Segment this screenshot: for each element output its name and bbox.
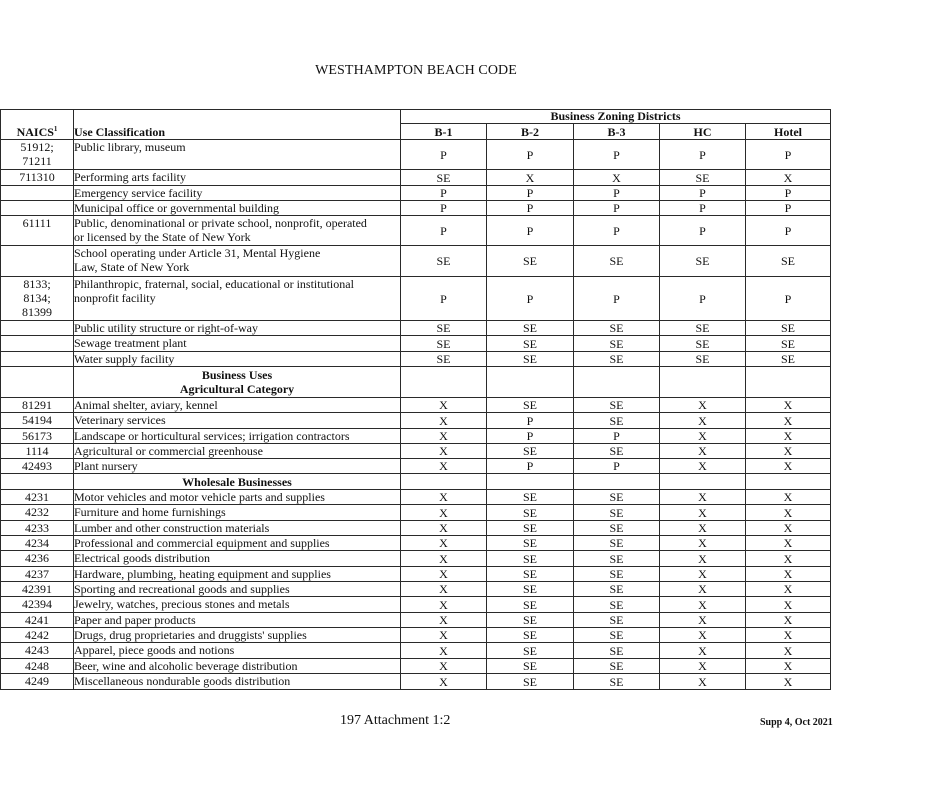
naics-code-cell: 4234 [1, 536, 74, 551]
use-classification-cell: Paper and paper products [74, 613, 401, 628]
district-cell-b3: SE [574, 398, 660, 413]
district-cell-hotel [746, 367, 831, 398]
naics-code-cell: 61111 [1, 216, 74, 246]
table-row [1, 216, 831, 246]
district-cell-b2: SE [487, 597, 574, 613]
use-classification-cell: Emergency service facility [74, 186, 401, 201]
district-cell-hotel: X [746, 459, 831, 474]
naics-cell [1, 367, 74, 398]
district-cell-b2 [487, 474, 574, 490]
district-cell-hc: SE [660, 352, 746, 367]
district-cell-hc: X [660, 536, 746, 551]
district-cell-hc: P [660, 216, 746, 246]
district-cell-b1: X [401, 597, 487, 613]
district-header-b1: B-1 [401, 124, 487, 140]
district-cell-hotel: X [746, 536, 831, 551]
use-classification-cell: Public, denominational or private school, nonprofit, operated or licensed by the State of New York [74, 216, 401, 246]
use-classification-cell: Drugs, drug proprietaries and druggists' supplies [74, 628, 401, 643]
district-cell-b2: P [487, 277, 574, 321]
district-cell-hotel: X [746, 521, 831, 536]
district-cell-hotel: X [746, 597, 831, 613]
naics-code-cell: 4241 [1, 613, 74, 628]
table-row [1, 597, 831, 613]
district-cell-b3: SE [574, 536, 660, 551]
district-cell-b2: SE [487, 536, 574, 551]
district-cell-hotel: X [746, 170, 831, 186]
district-cell-hc: X [660, 444, 746, 459]
table-row [1, 352, 831, 367]
district-cell-hc: X [660, 459, 746, 474]
naics-code-cell: 4242 [1, 628, 74, 643]
district-cell-hotel: X [746, 505, 831, 521]
district-cell-hc: X [660, 659, 746, 674]
district-cell-hc: SE [660, 246, 746, 277]
district-cell-b3: SE [574, 567, 660, 582]
district-cell-b2: SE [487, 521, 574, 536]
district-cell-b1: X [401, 429, 487, 444]
district-cell-hotel: SE [746, 336, 831, 352]
district-cell-b3: SE [574, 659, 660, 674]
district-cell-hc [660, 474, 746, 490]
zoning-use-table [0, 109, 831, 690]
use-classification-cell: Municipal office or governmental building [74, 201, 401, 216]
district-cell-b1: X [401, 521, 487, 536]
district-header-b3: B-3 [574, 124, 660, 140]
naics-code-cell: 4233 [1, 521, 74, 536]
naics-code-cell: 51912; 71211 [1, 140, 74, 170]
supplement-label: Supp 4, Oct 2021 [760, 717, 833, 728]
naics-code-cell [1, 246, 74, 277]
district-cell-hotel: P [746, 201, 831, 216]
district-cell-hc: X [660, 490, 746, 505]
naics-code-cell: 4237 [1, 567, 74, 582]
district-cell-b1: X [401, 459, 487, 474]
district-cell-b1: X [401, 628, 487, 643]
use-classification-cell: Hardware, plumbing, heating equipment and supplies [74, 567, 401, 582]
district-cell-b2: SE [487, 674, 574, 690]
naics-code-cell [1, 336, 74, 352]
table-row [1, 567, 831, 582]
district-cell-hc: X [660, 551, 746, 567]
naics-code-cell: 81291 [1, 398, 74, 413]
district-cell-hotel: X [746, 413, 831, 429]
district-cell-b1: X [401, 582, 487, 597]
district-cell-hc: X [660, 521, 746, 536]
header-row-group [1, 110, 831, 124]
page-number-label: 197 Attachment 1:2 [340, 713, 451, 728]
district-cell-hotel: P [746, 186, 831, 201]
naics-code-cell: 4249 [1, 674, 74, 690]
district-cell-b2: SE [487, 643, 574, 659]
table-row [1, 582, 831, 597]
district-cell-b1: SE [401, 321, 487, 336]
use-classification-cell: Professional and commercial equipment and supplies [74, 536, 401, 551]
district-cell-b2: SE [487, 398, 574, 413]
district-cell-hc: X [660, 613, 746, 628]
district-header-hc: HC [660, 124, 746, 140]
district-cell-b1: SE [401, 336, 487, 352]
table-row [1, 444, 831, 459]
district-cell-hotel: X [746, 628, 831, 643]
district-cell-hotel: X [746, 429, 831, 444]
district-cell-b2: P [487, 459, 574, 474]
district-cell-hc: P [660, 186, 746, 201]
naics-code-cell: 54194 [1, 413, 74, 429]
district-cell-hc: P [660, 140, 746, 170]
district-cell-b3: SE [574, 321, 660, 336]
use-classification-cell: Furniture and home furnishings [74, 505, 401, 521]
district-cell-b2 [487, 367, 574, 398]
naics-code-cell: 4243 [1, 643, 74, 659]
table-row [1, 459, 831, 474]
use-classification-cell: Sewage treatment plant [74, 336, 401, 352]
district-cell-b1: X [401, 413, 487, 429]
district-cell-b3: X [574, 170, 660, 186]
district-header-b2: B-2 [487, 124, 574, 140]
table-row [1, 551, 831, 567]
section-header-row [1, 367, 831, 398]
district-cell-b1: P [401, 277, 487, 321]
district-cell-hc: SE [660, 336, 746, 352]
naics-header-label: NAICS [16, 125, 54, 139]
district-cell-b3: SE [574, 628, 660, 643]
district-cell-hc: SE [660, 321, 746, 336]
naics-code-cell [1, 352, 74, 367]
district-cell-b3: P [574, 186, 660, 201]
district-cell-b2: SE [487, 321, 574, 336]
district-cell-hotel [746, 474, 831, 490]
district-cell-b2: SE [487, 246, 574, 277]
table-row [1, 398, 831, 413]
use-classification-cell: Public utility structure or right-of-way [74, 321, 401, 336]
use-classification-cell: Veterinary services [74, 413, 401, 429]
district-cell-b3: P [574, 216, 660, 246]
district-cell-b2: P [487, 413, 574, 429]
district-cell-b3: SE [574, 521, 660, 536]
district-cell-hc: X [660, 674, 746, 690]
district-cell-b3: SE [574, 597, 660, 613]
use-classification-cell: Beer, wine and alcoholic beverage distribution [74, 659, 401, 674]
district-cell-hotel: X [746, 444, 831, 459]
district-cell-b3: SE [574, 674, 660, 690]
table-row [1, 643, 831, 659]
district-cell-b1: P [401, 186, 487, 201]
naics-code-cell: 56173 [1, 429, 74, 444]
table-body [1, 140, 831, 690]
district-cell-b1: X [401, 536, 487, 551]
naics-code-cell: 1114 [1, 444, 74, 459]
use-classification-cell: Plant nursery [74, 459, 401, 474]
naics-column-header [1, 110, 74, 140]
use-classification-cell: Sporting and recreational goods and supplies [74, 582, 401, 597]
district-cell-b1: X [401, 567, 487, 582]
district-cell-b2: SE [487, 444, 574, 459]
district-cell-b2: P [487, 186, 574, 201]
district-cell-b3 [574, 474, 660, 490]
naics-code-cell [1, 201, 74, 216]
naics-code-cell: 42391 [1, 582, 74, 597]
use-classification-cell: Public library, museum [74, 140, 401, 170]
district-cell-b1: X [401, 490, 487, 505]
district-cell-hotel: X [746, 659, 831, 674]
use-classification-cell: Electrical goods distribution [74, 551, 401, 567]
section-header-row [1, 474, 831, 490]
district-cell-b3: P [574, 140, 660, 170]
district-cell-b3: P [574, 201, 660, 216]
naics-cell [1, 474, 74, 490]
naics-footnote-marker: 1 [53, 125, 58, 133]
table-row [1, 201, 831, 216]
district-cell-b1: P [401, 201, 487, 216]
district-cell-b2: SE [487, 551, 574, 567]
district-header-hotel: Hotel [746, 124, 831, 140]
naics-code-cell: 4248 [1, 659, 74, 674]
use-classification-cell: Lumber and other construction materials [74, 521, 401, 536]
district-cell-hc [660, 367, 746, 398]
table-row [1, 413, 831, 429]
naics-code-cell: 42493 [1, 459, 74, 474]
table-row [1, 536, 831, 551]
district-cell-b1: X [401, 398, 487, 413]
district-cell-hc: X [660, 582, 746, 597]
naics-code-cell: 711310 [1, 170, 74, 186]
district-cell-b1: X [401, 551, 487, 567]
table-row [1, 321, 831, 336]
district-cell-hc: X [660, 597, 746, 613]
table-row [1, 140, 831, 170]
district-cell-b2: SE [487, 582, 574, 597]
district-cell-hotel: X [746, 643, 831, 659]
district-cell-b3: P [574, 277, 660, 321]
district-cell-hotel: P [746, 216, 831, 246]
use-classification-cell: Jewelry, watches, precious stones and metals [74, 597, 401, 613]
table-row [1, 186, 831, 201]
naics-code-cell: 4231 [1, 490, 74, 505]
naics-code-cell [1, 321, 74, 336]
district-cell-b2: P [487, 216, 574, 246]
district-cell-b3: SE [574, 444, 660, 459]
district-cell-hc: X [660, 643, 746, 659]
district-cell-b2: X [487, 170, 574, 186]
district-cell-b3: SE [574, 643, 660, 659]
naics-code-cell: 4232 [1, 505, 74, 521]
district-cell-hc: X [660, 505, 746, 521]
table-row [1, 277, 831, 321]
section-title: Wholesale Businesses [74, 474, 401, 490]
table-row [1, 336, 831, 352]
district-cell-b3: SE [574, 505, 660, 521]
table-row [1, 170, 831, 186]
district-cell-hc: X [660, 413, 746, 429]
district-cell-b1: X [401, 613, 487, 628]
district-cell-b1: X [401, 444, 487, 459]
district-cell-b1: P [401, 140, 487, 170]
district-cell-hotel: X [746, 613, 831, 628]
table-row [1, 521, 831, 536]
naics-code-cell: 42394 [1, 597, 74, 613]
naics-code-cell: 4236 [1, 551, 74, 567]
district-cell-hotel: X [746, 490, 831, 505]
district-cell-hotel: SE [746, 321, 831, 336]
district-cell-b2: SE [487, 628, 574, 643]
district-cell-hc: SE [660, 170, 746, 186]
district-cell-b1: X [401, 674, 487, 690]
use-classification-cell: Agricultural or commercial greenhouse [74, 444, 401, 459]
district-cell-b1: X [401, 659, 487, 674]
district-cell-b1 [401, 367, 487, 398]
naics-code-cell: 8133; 8134; 81399 [1, 277, 74, 321]
district-cell-hc: X [660, 567, 746, 582]
district-cell-b2: SE [487, 613, 574, 628]
district-cell-hotel: X [746, 674, 831, 690]
district-cell-hc: P [660, 201, 746, 216]
use-classification-cell: Landscape or horticultural services; irrigation contractors [74, 429, 401, 444]
district-cell-b3: SE [574, 551, 660, 567]
use-classification-cell: School operating under Article 31, Mental Hygiene Law, State of New York [74, 246, 401, 277]
district-cell-b1: X [401, 505, 487, 521]
use-classification-cell: Motor vehicles and motor vehicle parts and supplies [74, 490, 401, 505]
table-row [1, 659, 831, 674]
district-cell-b3 [574, 367, 660, 398]
district-cell-hotel: SE [746, 246, 831, 277]
naics-code-cell [1, 186, 74, 201]
district-cell-hc: P [660, 277, 746, 321]
district-cell-hc: X [660, 429, 746, 444]
document-title: WESTHAMPTON BEACH CODE [315, 63, 517, 78]
district-cell-b2: SE [487, 505, 574, 521]
district-cell-b3: SE [574, 490, 660, 505]
table-row [1, 490, 831, 505]
district-cell-b1: SE [401, 246, 487, 277]
district-cell-b3: SE [574, 413, 660, 429]
district-cell-hotel: X [746, 582, 831, 597]
district-cell-b1: P [401, 216, 487, 246]
district-cell-b3: SE [574, 336, 660, 352]
district-cell-hotel: SE [746, 352, 831, 367]
use-classification-column-header: Use Classification [74, 110, 401, 140]
district-cell-b2: P [487, 429, 574, 444]
district-cell-b2: SE [487, 567, 574, 582]
table-row [1, 628, 831, 643]
district-cell-hotel: X [746, 551, 831, 567]
business-zoning-districts-header: Business Zoning Districts [401, 110, 831, 124]
use-classification-cell: Miscellaneous nondurable goods distribution [74, 674, 401, 690]
district-cell-b2: SE [487, 352, 574, 367]
table-row [1, 613, 831, 628]
use-classification-cell: Apparel, piece goods and notions [74, 643, 401, 659]
district-cell-b3: SE [574, 613, 660, 628]
district-cell-b3: SE [574, 582, 660, 597]
district-cell-b2: P [487, 201, 574, 216]
district-cell-b1: SE [401, 170, 487, 186]
district-cell-hc: X [660, 628, 746, 643]
district-cell-hotel: P [746, 277, 831, 321]
district-cell-b2: SE [487, 336, 574, 352]
district-cell-b2: P [487, 140, 574, 170]
table-row [1, 429, 831, 444]
district-cell-b2: SE [487, 490, 574, 505]
district-cell-b2: SE [487, 659, 574, 674]
district-cell-b1: X [401, 643, 487, 659]
district-cell-b1: SE [401, 352, 487, 367]
use-classification-cell: Water supply facility [74, 352, 401, 367]
table-row [1, 505, 831, 521]
district-cell-hc: X [660, 398, 746, 413]
use-classification-cell: Performing arts facility [74, 170, 401, 186]
district-cell-b3: P [574, 459, 660, 474]
district-cell-b3: SE [574, 246, 660, 277]
district-cell-hotel: X [746, 398, 831, 413]
district-cell-b3: SE [574, 352, 660, 367]
district-cell-b3: P [574, 429, 660, 444]
table-row [1, 674, 831, 690]
use-classification-cell: Philanthropic, fraternal, social, educational or institutional nonprofit facility [74, 277, 401, 321]
table-row [1, 246, 831, 277]
use-classification-cell: Animal shelter, aviary, kennel [74, 398, 401, 413]
district-cell-hotel: P [746, 140, 831, 170]
section-title: Business Uses Agricultural Category [74, 367, 401, 398]
district-cell-hotel: X [746, 567, 831, 582]
district-cell-b1 [401, 474, 487, 490]
